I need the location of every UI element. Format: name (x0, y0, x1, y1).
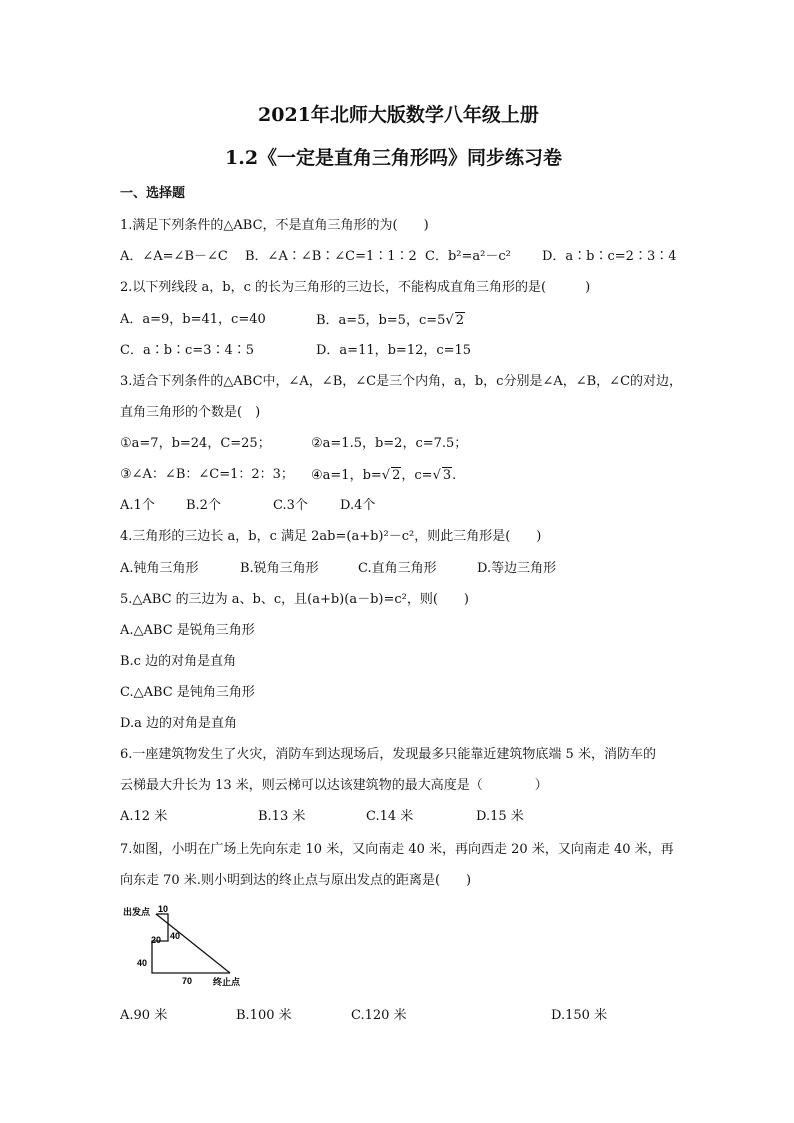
q2-option-c: C．a∶b∶c=3∶4∶5 (120, 343, 255, 358)
q5-stem: 5.△ABC 的三边为 a、b、c，且(a+b)(a－b)=c²，则( ) (120, 592, 470, 607)
q2-option-b (316, 312, 465, 329)
q7-stem-line2: 向东走 70 米.则小明到达的终止点与原出发点的距离是( ) (120, 873, 472, 888)
q3-condition-1: ①a=7，b=24，C=25； (120, 436, 271, 451)
q7-option-a: A.90 米 (120, 1008, 168, 1023)
sqrt-radicand: 2 (392, 468, 401, 483)
q1-option-c: C．b²=a²－c² (425, 249, 511, 264)
q4-option-a: A.钝角三角形 (120, 561, 199, 576)
q6-stem-line1: 6.一座建筑物发生了火灾，消防车到达现场后，发现最多只能靠近建筑物底端 5 米，消防车的 (120, 747, 656, 762)
q7-option-c: C.120 米 (351, 1008, 407, 1023)
section-heading: 一、选择题 (120, 186, 186, 201)
sqrt-radicand: 3 (442, 468, 452, 483)
sqrt-radicand: 2 (455, 313, 464, 328)
q3-stem-line1: 3.适合下列条件的△ABC中，∠A，∠B，∠C是三个内角，a，b，c分别是∠A，∠B，∠C的对边， (120, 374, 683, 389)
q3-cond4-a: ④a=1，b= (311, 468, 382, 483)
q3-option-a: A.1个 (120, 498, 155, 513)
sqrt-symbol: √ (432, 468, 441, 483)
q4-option-b: B.锐角三角形 (240, 561, 319, 576)
doc-title-1: 2021年北师大版数学八年级上册 (258, 104, 539, 126)
q3-option-b: B.2个 (186, 498, 221, 513)
label-40-vertical: 40 (137, 958, 148, 968)
q5-option-b: B.c 边的对角是直角 (120, 654, 237, 669)
q1-option-a: A．∠A=∠B－∠C (120, 249, 228, 264)
q3-condition-2: ②a=1.5，b=2，c=7.5； (311, 436, 468, 451)
q6-option-d: D.15 米 (476, 809, 524, 824)
q7-stem-line1: 7.如图，小明在广场上先向东走 10 米，又向南走 40 米，再向西走 20 米，又向南走 40 米，再 (120, 842, 674, 857)
displacement-line (156, 914, 230, 973)
q7-option-b: B.100 米 (236, 1008, 292, 1023)
q3-condition-3: ③∠A：∠B：∠C=1：2：3； (120, 467, 294, 482)
q1-option-b: B．∠A∶∠B∶∠C=1∶1∶2 (245, 249, 417, 264)
q3-stem-line2: 直角三角形的个数是( ) (120, 405, 261, 420)
q3-option-d: D.4个 (340, 498, 376, 513)
q3-cond4-c: . (452, 468, 457, 483)
path-diagram (120, 903, 270, 998)
q4-option-d: D.等边三角形 (477, 561, 557, 576)
q5-option-c: C.△ABC 是钝角三角形 (120, 685, 255, 700)
q6-option-b: B.13 米 (258, 809, 306, 824)
sqrt-symbol: √ (445, 313, 454, 328)
label-40-diagonal: 40 (170, 931, 181, 941)
q3-cond4-b: ，c= (401, 468, 433, 483)
q3-condition-4 (311, 467, 456, 484)
q6-option-c: C.14 米 (366, 809, 414, 824)
q2-option-d: D．a=11，b=12，c=15 (316, 343, 472, 358)
label-20: 20 (151, 935, 162, 945)
end-point-label: 终止点 (213, 977, 241, 987)
label-10: 10 (158, 904, 169, 914)
q4-option-c: C.直角三角形 (358, 561, 437, 576)
q5-option-a: A.△ABC 是锐角三角形 (120, 623, 255, 638)
sqrt-symbol: √ (381, 468, 391, 483)
q4-stem: 4.三角形的三边长 a，b，c 满足 2ab=(a+b)²－c²，则此三角形是( ) (120, 529, 542, 544)
q1-option-d: D．a∶b∶c=2∶3∶4 (542, 249, 677, 264)
q6-stem-line2: 云梯最大升长为 13 米，则云梯可以达该建筑物的最大高度是（ ） (120, 778, 548, 793)
q1-stem: 1.满足下列条件的△ABC，不是直角三角形的为( ) (120, 218, 429, 233)
q2-option-b-text: B．a=5，b=5，c=5 (316, 313, 446, 328)
start-point-label: 出发点 (123, 907, 151, 917)
q2-option-a: A．a=9，b=41，c=40 (120, 312, 266, 327)
doc-title-2: 1.2《一定是直角三角形吗》同步练习卷 (225, 147, 563, 169)
q5-option-d: D.a 边的对角是直角 (120, 716, 237, 731)
q2-stem: 2.以下列线段 a，b，c 的长为三角形的三边长，不能构成直角三角形的是( ) (120, 280, 591, 295)
label-70: 70 (182, 976, 193, 986)
q3-option-c: C.3个 (273, 498, 308, 513)
q6-option-a: A.12 米 (120, 809, 168, 824)
q7-option-d: D.150 米 (551, 1008, 608, 1023)
